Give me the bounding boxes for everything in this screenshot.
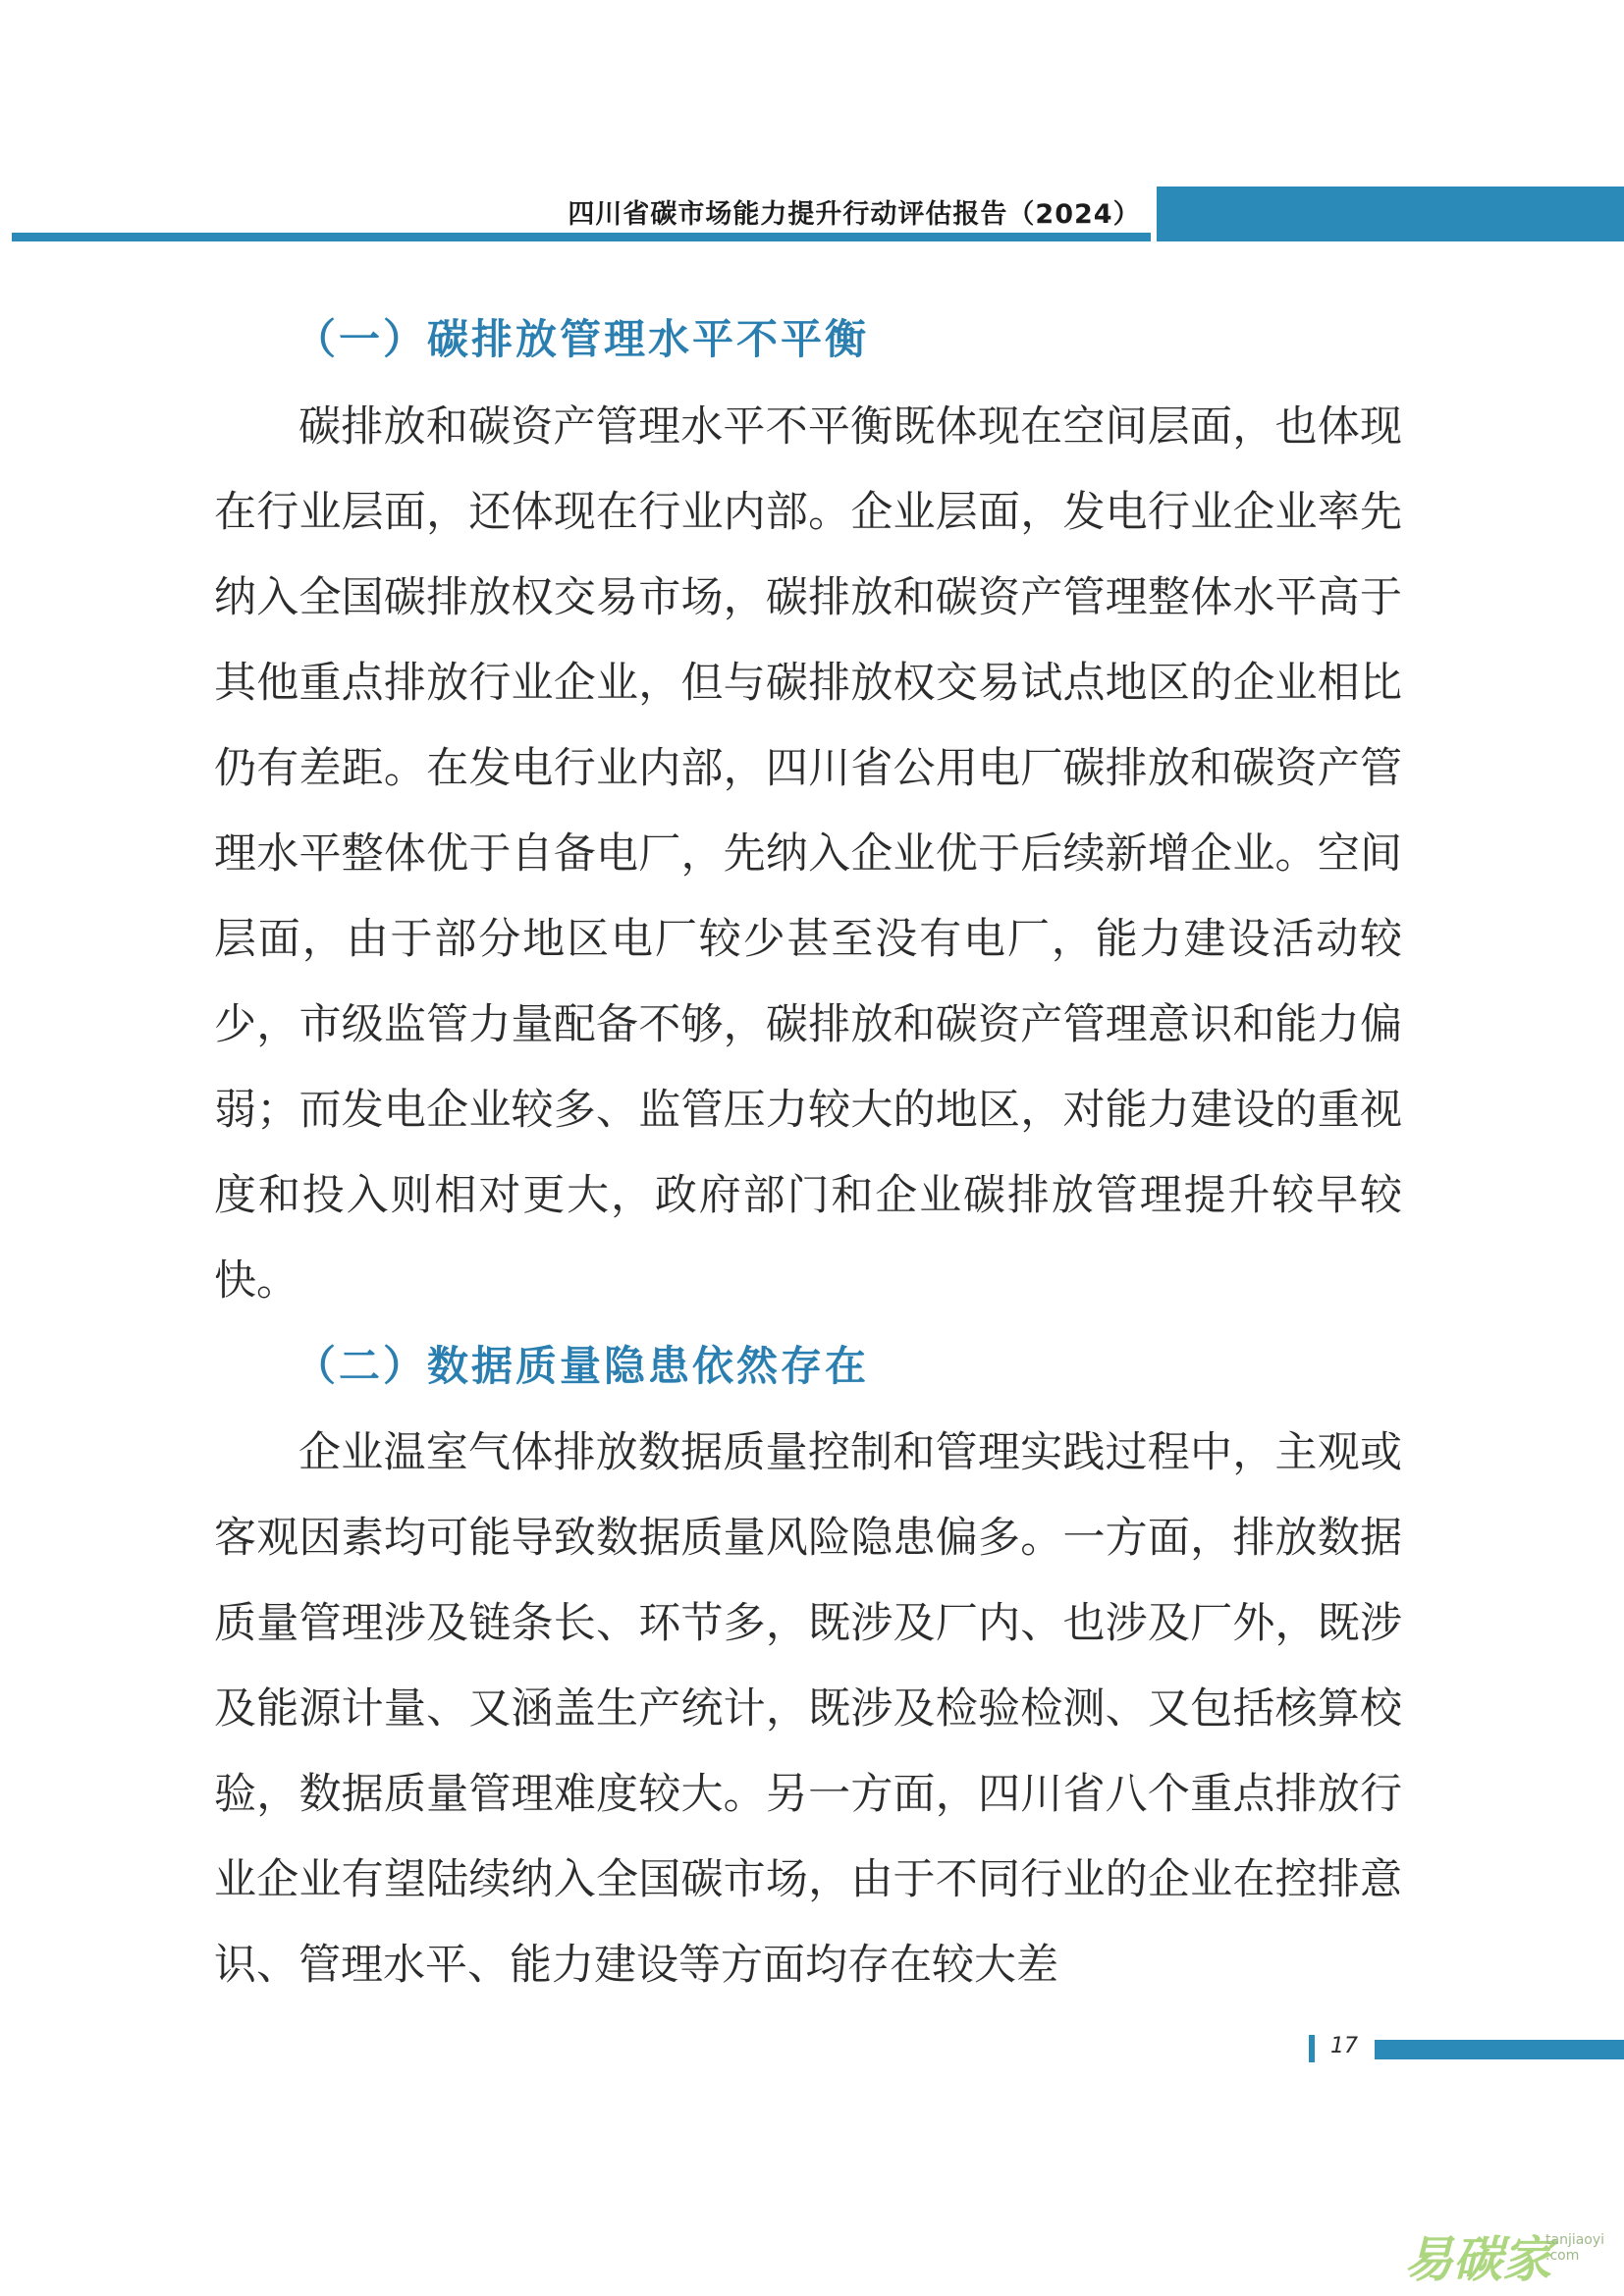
header-rule (12, 233, 1151, 241)
section-heading-1: （一）碳排放管理水平不平衡 (295, 315, 870, 363)
section-paragraph-2: 企业温室气体排放数据质量控制和管理实践过程中，主观或客观因素均可能导致数据质量风险隐患偏多。一方面，排放数据质量管理涉及链条长、环节多，既涉及厂内、也涉及厂外，既涉及能源计量、又涵盖生产统计，既涉及检验检测、又包括核算校验，数据质量管理难度较大。另一方面，四川省八个重点排放行业企业有望陆续纳入全国碳市场，由于不同行业的企业在控排意识、管理水平、能力建设等方面均存在较大差 (214, 1428, 1402, 1990)
footer-bar (1375, 2040, 1624, 2059)
watermark-domain-line2: .com (1545, 2248, 1580, 2264)
page-number: 17 (1330, 2034, 1358, 2058)
watermark-domain-line1: tanjiaoyi (1545, 2232, 1605, 2248)
section-heading-2: （二）数据质量隐患依然存在 (295, 1342, 870, 1390)
header-accent-block (1157, 187, 1624, 241)
section-paragraph-1: 碳排放和碳资产管理水平不平衡既体现在空间层面，也体现在行业层面，还体现在行业内部。企业层面，发电行业企业率先纳入全国碳排放权交易市场，碳排放和碳资产管理整体水平高于其他重点排放行业企业，但与碳排放权交易试点地区的企业相比仍有差距。在发电行业内部，四川省公用电厂碳排放和碳资产管理水平整体优于自备电厂，先纳入企业优于后续新增企业。空间层面，由于部分地区电厂较少甚至没有电厂，能力建设活动较少，市级监管力量配备不够，碳排放和碳资产管理意识和能力偏弱；而发电企业较多、监管压力较大的地区，对能力建设的重视度和投入则相对更大，政府部门和企业碳排放管理提升较早较快。 (214, 402, 1402, 1306)
report-title: 四川省碳市场能力提升行动评估报告（2024） (568, 199, 1141, 230)
footer-accent-mark (1309, 2035, 1315, 2062)
watermark-logo: 易碳家 (1404, 2231, 1551, 2288)
watermark-domain (1545, 2232, 1604, 2264)
